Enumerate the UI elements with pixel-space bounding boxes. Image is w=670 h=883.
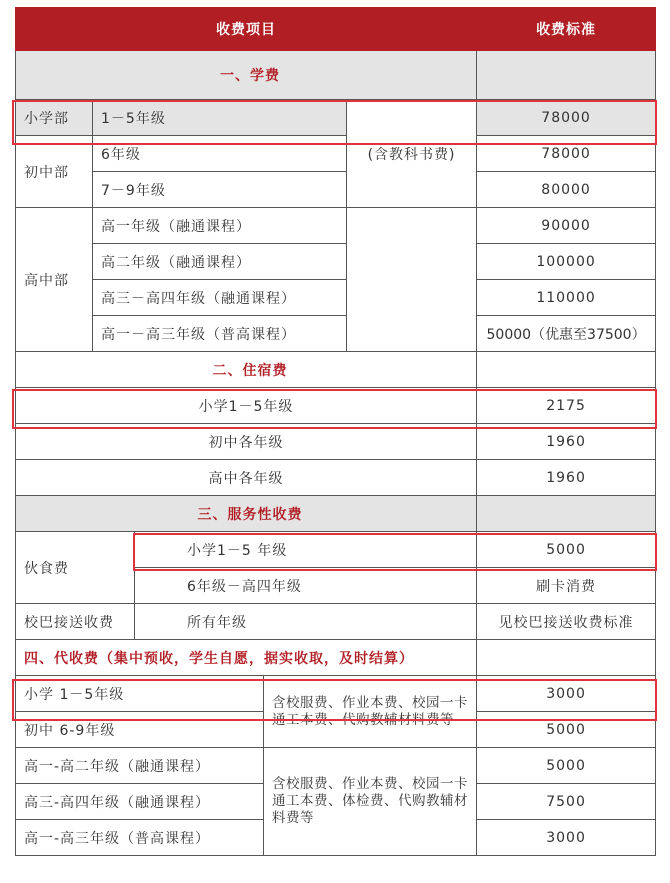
agency-price-1: 5000	[477, 712, 656, 748]
boarding-grade-2: 高中各年级	[16, 460, 477, 496]
section-service-title: 三、服务性收费	[16, 496, 477, 532]
agency-price-3: 7500	[477, 784, 656, 820]
meal-grade-0: 小学1－5 年级	[135, 532, 477, 568]
agency-note-1: 含校服费、作业本费、校园一卡通工本费、代购教辅材料费等	[264, 676, 477, 748]
dept-high: 高中部	[16, 208, 93, 352]
meal-grade-1: 6年级－高四年级	[135, 568, 477, 604]
agency-grade-3: 高三-高四年级（融通课程）	[16, 784, 264, 820]
boarding-price-0: 2175	[477, 388, 656, 424]
price-primary: 78000	[477, 100, 656, 136]
meal-label: 伙食费	[16, 532, 135, 604]
agency-note-2: 含校服费、作业本费、校园一卡通工本费、体检费、代购教辅材料费等	[264, 748, 477, 856]
boarding-price-1: 1960	[477, 424, 656, 460]
price-middle-0: 78000	[477, 136, 656, 172]
bus-price: 见校巴接送收费标准	[477, 604, 656, 640]
agency-grade-2: 高一-高二年级（融通课程）	[16, 748, 264, 784]
meal-price-1: 刷卡消费	[477, 568, 656, 604]
agency-grade-0: 小学 1－5年级	[16, 676, 264, 712]
bus-grade: 所有年级	[135, 604, 477, 640]
price-high-0: 90000	[477, 208, 656, 244]
price-high-3: 50000（优惠至37500）	[477, 316, 656, 352]
grade-primary: 1－5年级	[93, 100, 347, 136]
boarding-price-2: 1960	[477, 460, 656, 496]
grade-middle-0: 6年级	[93, 136, 347, 172]
header-item: 收费项目	[16, 8, 477, 51]
dept-primary: 小学部	[16, 100, 93, 136]
bus-label: 校巴接送收费	[16, 604, 135, 640]
section-agency-title: 四、代收费（集中预收，学生自愿，据实收取，及时结算）	[16, 640, 477, 676]
boarding-grade-1: 初中各年级	[16, 424, 477, 460]
grade-high-1: 高二年级（融通课程）	[93, 244, 347, 280]
fee-table	[15, 7, 656, 856]
grade-high-0: 高一年级（融通课程）	[93, 208, 347, 244]
boarding-grade-0: 小学1－5年级	[16, 388, 477, 424]
grade-middle-1: 7－9年级	[93, 172, 347, 208]
agency-price-4: 3000	[477, 820, 656, 856]
header-standard: 收费标准	[477, 8, 656, 51]
agency-price-2: 5000	[477, 748, 656, 784]
price-middle-1: 80000	[477, 172, 656, 208]
section-tuition-title: 一、学费	[16, 51, 477, 100]
agency-grade-4: 高一-高三年级（普高课程）	[16, 820, 264, 856]
price-high-2: 110000	[477, 280, 656, 316]
agency-price-0: 3000	[477, 676, 656, 712]
section-boarding-title: 二、住宿费	[16, 352, 477, 388]
meal-price-0: 5000	[477, 532, 656, 568]
grade-high-2: 高三－高四年级（融通课程）	[93, 280, 347, 316]
dept-middle: 初中部	[16, 136, 93, 208]
price-high-1: 100000	[477, 244, 656, 280]
grade-high-3: 高一－高三年级（普高课程）	[93, 316, 347, 352]
agency-grade-1: 初中 6-9年级	[16, 712, 264, 748]
tuition-note: (含教科书费)	[347, 100, 477, 208]
